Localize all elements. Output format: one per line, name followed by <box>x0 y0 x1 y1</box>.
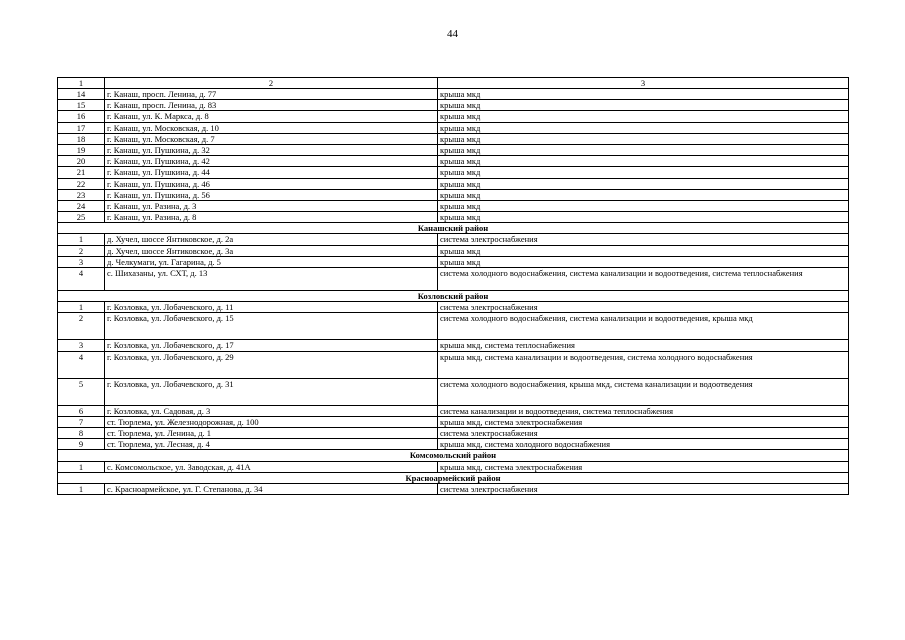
table-row <box>58 461 849 472</box>
row-number: 25 <box>58 212 105 223</box>
row-address: г. Канаш, ул. Разина, д. 3 <box>105 200 438 211</box>
row-systems: крыша мкд <box>438 156 849 167</box>
row-systems: крыша мкд, система теплоснабжения <box>438 340 849 351</box>
row-address: с. Комсомольское, ул. Заводская, д. 41А <box>105 461 438 472</box>
table-row <box>58 189 849 200</box>
row-number: 21 <box>58 167 105 178</box>
row-address: г. Козловка, ул. Садовая, д. 3 <box>105 405 438 416</box>
row-systems: крыша мкд, система канализации и водоотведения, система холодного водоснабжения <box>438 351 849 378</box>
table-row <box>58 89 849 100</box>
table-row <box>58 156 849 167</box>
row-address: ст. Тюрлема, ул. Лесная, д. 4 <box>105 439 438 450</box>
row-systems: система электроснабжения <box>438 234 849 245</box>
row-systems: система холодного водоснабжения, система канализации и водоотведения, крыша мкд <box>438 313 849 340</box>
table-row <box>58 212 849 223</box>
table-row <box>58 313 849 340</box>
row-number: 4 <box>58 268 105 291</box>
row-systems: крыша мкд <box>438 167 849 178</box>
row-number: 7 <box>58 416 105 427</box>
row-systems: крыша мкд <box>438 133 849 144</box>
table-row <box>58 200 849 211</box>
column-number-1: 1 <box>58 78 105 89</box>
row-address: ст. Тюрлема, ул. Железнодорожная, д. 100 <box>105 416 438 427</box>
row-number: 5 <box>58 378 105 405</box>
row-systems: система электроснабжения <box>438 427 849 438</box>
row-address: г. Канаш, просп. Ленина, д. 77 <box>105 89 438 100</box>
row-number: 17 <box>58 122 105 133</box>
row-systems: крыша мкд <box>438 189 849 200</box>
table-row <box>58 302 849 313</box>
row-systems: система канализации и водоотведения, система теплоснабжения <box>438 405 849 416</box>
column-number-3: 3 <box>438 78 849 89</box>
district-name: Канашский район <box>58 223 849 234</box>
column-number-2: 2 <box>105 78 438 89</box>
district-header-row <box>58 291 849 302</box>
table-row <box>58 178 849 189</box>
row-address: г. Канаш, ул. Пушкина, д. 42 <box>105 156 438 167</box>
row-systems: система электроснабжения <box>438 483 849 494</box>
row-systems: крыша мкд <box>438 245 849 256</box>
row-address: д. Хучел, шоссе Янтиковское, д. 3а <box>105 245 438 256</box>
district-name: Комсомольский район <box>58 450 849 461</box>
column-number-row <box>58 78 849 89</box>
district-name: Козловский район <box>58 291 849 302</box>
district-name: Красноармейский район <box>58 472 849 483</box>
table-row <box>58 256 849 267</box>
district-header-row <box>58 450 849 461</box>
row-number: 15 <box>58 100 105 111</box>
row-address: г. Канаш, ул. Пушкина, д. 44 <box>105 167 438 178</box>
row-systems: система холодного водоснабжения, крыша мкд, система канализации и водоотведения <box>438 378 849 405</box>
row-address: г. Канаш, ул. Разина, д. 8 <box>105 212 438 223</box>
row-number: 19 <box>58 144 105 155</box>
table-row <box>58 416 849 427</box>
table-row <box>58 111 849 122</box>
row-number: 3 <box>58 340 105 351</box>
row-number: 1 <box>58 483 105 494</box>
row-number: 1 <box>58 234 105 245</box>
table-row <box>58 351 849 378</box>
row-address: с. Красноармейское, ул. Г. Степанова, д. 34 <box>105 483 438 494</box>
table-row <box>58 234 849 245</box>
row-number: 3 <box>58 256 105 267</box>
row-systems: крыша мкд <box>438 256 849 267</box>
row-address: г. Канаш, ул. К. Маркса, д. 8 <box>105 111 438 122</box>
row-address: г. Козловка, ул. Лобачевского, д. 29 <box>105 351 438 378</box>
row-number: 2 <box>58 313 105 340</box>
row-number: 1 <box>58 302 105 313</box>
row-systems: система электроснабжения <box>438 302 849 313</box>
table-row <box>58 378 849 405</box>
row-number: 22 <box>58 178 105 189</box>
row-address: г. Канаш, ул. Пушкина, д. 32 <box>105 144 438 155</box>
row-number: 14 <box>58 89 105 100</box>
row-address: г. Козловка, ул. Лобачевского, д. 17 <box>105 340 438 351</box>
table-row <box>58 268 849 291</box>
row-address: д. Хучел, шоссе Янтиковское, д. 2а <box>105 234 438 245</box>
district-header-row <box>58 472 849 483</box>
row-systems: крыша мкд <box>438 200 849 211</box>
row-address: г. Канаш, просп. Ленина, д. 83 <box>105 100 438 111</box>
row-address: д. Челкумаги, ул. Гагарина, д. 5 <box>105 256 438 267</box>
table-row <box>58 100 849 111</box>
registry-table <box>57 77 849 495</box>
row-number: 8 <box>58 427 105 438</box>
district-header-row <box>58 223 849 234</box>
row-systems: крыша мкд <box>438 100 849 111</box>
table-row <box>58 133 849 144</box>
row-systems: система холодного водоснабжения, система канализации и водоотведения, система теплоснабжения <box>438 268 849 291</box>
row-systems: крыша мкд <box>438 178 849 189</box>
table-row <box>58 483 849 494</box>
table-row <box>58 439 849 450</box>
row-number: 20 <box>58 156 105 167</box>
row-address: г. Канаш, ул. Пушкина, д. 46 <box>105 178 438 189</box>
table-row <box>58 340 849 351</box>
row-address: г. Козловка, ул. Лобачевского, д. 31 <box>105 378 438 405</box>
row-systems: крыша мкд, система электроснабжения <box>438 461 849 472</box>
table-row <box>58 427 849 438</box>
row-systems: крыша мкд, система холодного водоснабжения <box>438 439 849 450</box>
row-number: 18 <box>58 133 105 144</box>
row-number: 2 <box>58 245 105 256</box>
row-systems: крыша мкд <box>438 111 849 122</box>
table-row <box>58 245 849 256</box>
row-address: с. Шихазаны, ул. СХТ, д. 13 <box>105 268 438 291</box>
row-address: ст. Тюрлема, ул. Ленина, д. 1 <box>105 427 438 438</box>
row-number: 1 <box>58 461 105 472</box>
row-number: 23 <box>58 189 105 200</box>
row-systems: крыша мкд <box>438 212 849 223</box>
row-address: г. Козловка, ул. Лобачевского, д. 11 <box>105 302 438 313</box>
registry-table-body <box>58 78 849 495</box>
row-systems: крыша мкд, система электроснабжения <box>438 416 849 427</box>
row-number: 4 <box>58 351 105 378</box>
row-address: г. Канаш, ул. Московская, д. 7 <box>105 133 438 144</box>
row-number: 24 <box>58 200 105 211</box>
row-number: 16 <box>58 111 105 122</box>
table-row <box>58 122 849 133</box>
row-address: г. Козловка, ул. Лобачевского, д. 15 <box>105 313 438 340</box>
table-row <box>58 167 849 178</box>
row-address: г. Канаш, ул. Московская, д. 10 <box>105 122 438 133</box>
page-number: 44 <box>447 28 458 40</box>
row-systems: крыша мкд <box>438 89 849 100</box>
row-address: г. Канаш, ул. Пушкина, д. 56 <box>105 189 438 200</box>
table-row <box>58 144 849 155</box>
row-number: 6 <box>58 405 105 416</box>
row-systems: крыша мкд <box>438 144 849 155</box>
row-number: 9 <box>58 439 105 450</box>
table-row <box>58 405 849 416</box>
row-systems: крыша мкд <box>438 122 849 133</box>
